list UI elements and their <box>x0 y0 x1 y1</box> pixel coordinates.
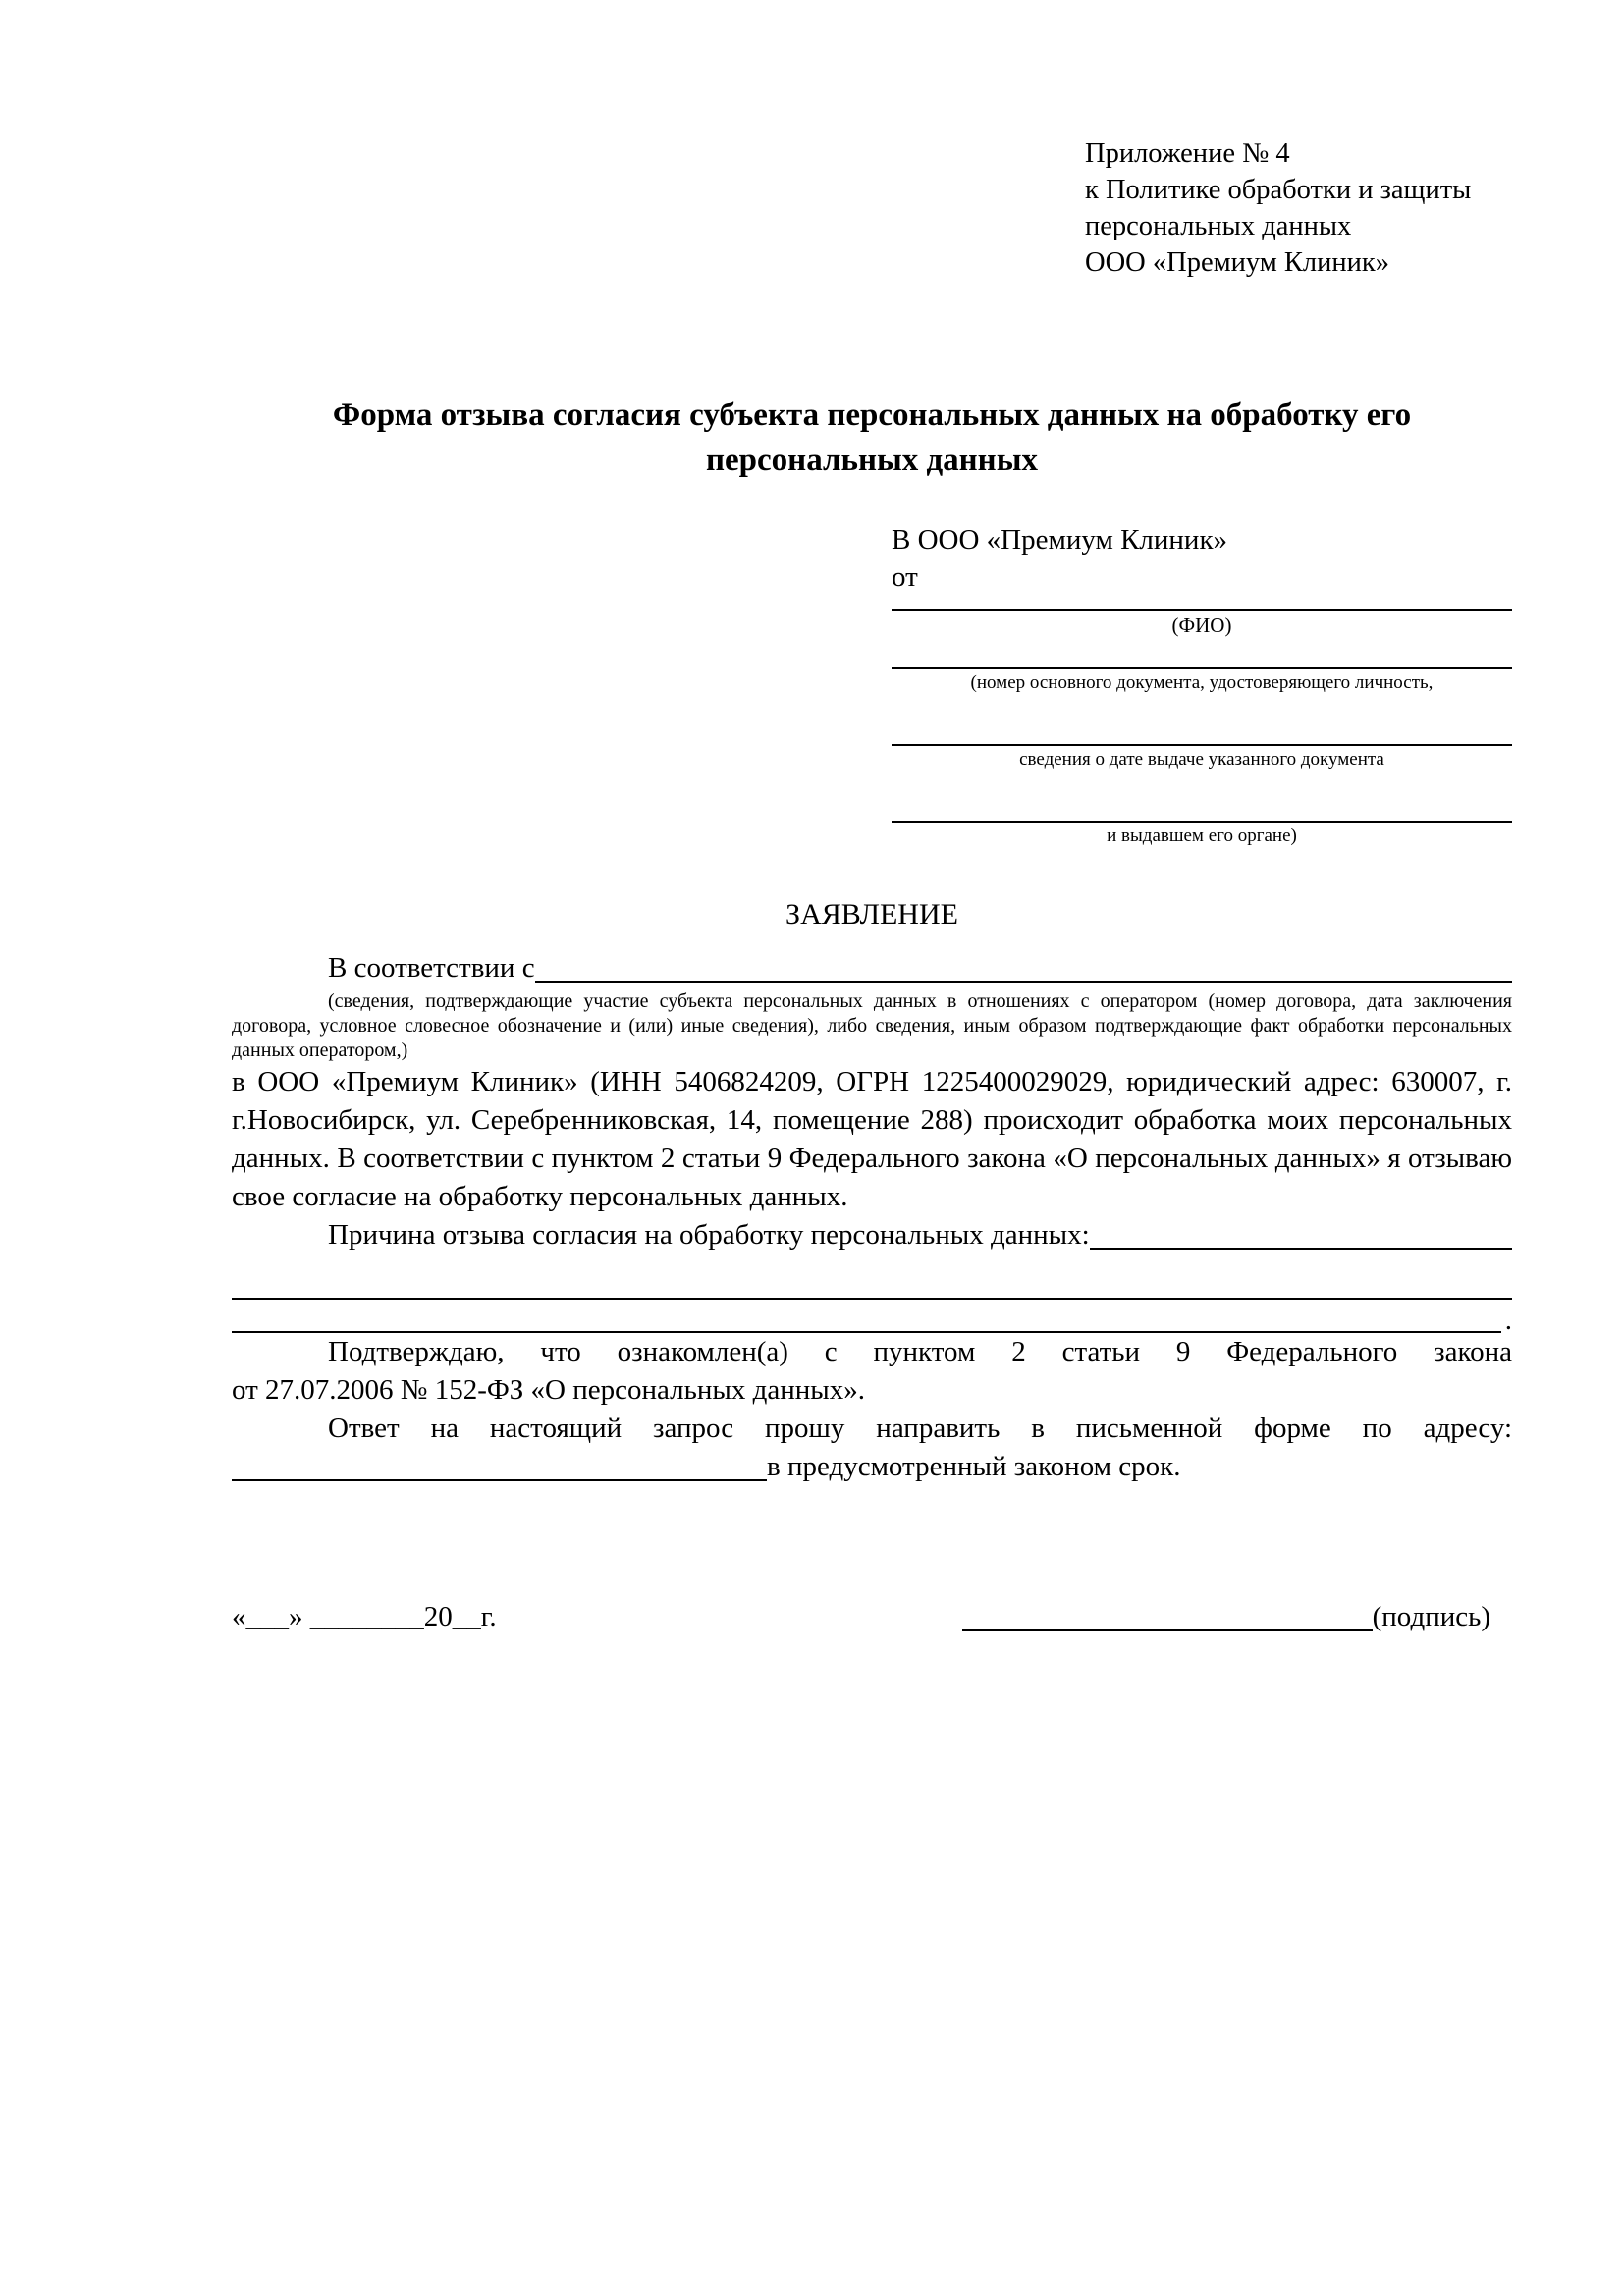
recipient-to: В ООО «Премиум Клиник» <box>892 524 1228 556</box>
appendix-line: персональных данных <box>1085 211 1352 241</box>
confirmation-line: от 27.07.2006 № 152-ФЗ «О персональных данных». <box>232 1374 866 1406</box>
issuing-authority-caption: и выдавшем его органе) <box>1107 826 1297 846</box>
recipient-from-label: от <box>892 561 918 593</box>
reply-address-line[interactable] <box>232 1448 767 1481</box>
appendix-line: Приложение № 4 <box>1085 138 1290 169</box>
period-after-blank: . <box>1504 1305 1512 1336</box>
issue-date-caption: сведения о дате выдаче указанного документа <box>1019 749 1384 770</box>
issuing-authority-field-line[interactable] <box>892 821 1512 823</box>
basis-caption: (сведения, подтверждающие участие субъекта персональных данных в отношениях с оператором (номер договора, дата заключения договора, условное словесное обозначение и (или) иные сведения), либо сведения, иным образом подтверждающие факт обработки персональных данных оператором,) <box>232 990 1512 1061</box>
reply-request-line: Ответ на настоящий запрос прошу направить в письменной форме по адресу: <box>328 1413 1512 1444</box>
appendix-line: к Политике обработки и защиты <box>1085 175 1472 205</box>
basis-row <box>232 949 1512 988</box>
confirmation-line: Подтверждаю, что ознакомлен(а) с пунктом 2 статьи 9 Федерального закона <box>328 1336 1512 1367</box>
main-paragraph: в ООО «Премиум Клиник» (ИНН 5406824209, ОГРН 1225400029029, юридический адрес: 630007, г. г.Новосибирск, ул. Серебренниковская, 14, помещение 288) происходит обработка моих персональных данных. В соответствии с пунктом 2 статьи 9 Федерального закона «О персональных данных» я отзываю свое согласие на обработку персональных данных. <box>232 1066 1512 1212</box>
basis-blank-line[interactable] <box>535 949 1512 983</box>
document-number-caption: (номер основного документа, удостоверяющего личность, <box>970 672 1434 693</box>
date-blank[interactable]: «___» ________20__г. <box>232 1601 497 1632</box>
reason-blank-line[interactable] <box>1090 1216 1512 1250</box>
fio-field-line[interactable] <box>892 609 1512 611</box>
reason-extra-line-1[interactable] <box>232 1255 1512 1300</box>
reason-extra-line-2-row <box>232 1300 1512 1336</box>
basis-prefix: В соответствии с <box>328 952 535 984</box>
date-signature-row <box>232 1598 1512 1636</box>
reply-tail-text: в предусмотренный законом срок. <box>767 1451 1181 1482</box>
appendix-line: ООО «Премиум Клиник» <box>1085 247 1390 278</box>
appendix-note <box>1085 135 1471 281</box>
reply-address-row <box>232 1448 1512 1486</box>
signature-caption: (подпись) <box>1372 1601 1490 1632</box>
reason-label: Причина отзыва согласия на обработку персональных данных: <box>328 1219 1090 1251</box>
recipient-block <box>892 521 1512 848</box>
reason-row <box>232 1216 1512 1255</box>
signature-group <box>962 1598 1490 1636</box>
signature-line[interactable] <box>962 1629 1373 1631</box>
statement-heading: ЗАЯВЛЕНИЕ <box>785 898 958 931</box>
fio-field-caption: (ФИО) <box>1171 614 1232 637</box>
document-number-field-line[interactable] <box>892 667 1512 669</box>
statement-body <box>232 888 1512 1486</box>
issue-date-field-line[interactable] <box>892 744 1512 746</box>
document-title: Форма отзыва согласия субъекта персональных данных на обработку его персональных данных <box>332 398 1412 478</box>
